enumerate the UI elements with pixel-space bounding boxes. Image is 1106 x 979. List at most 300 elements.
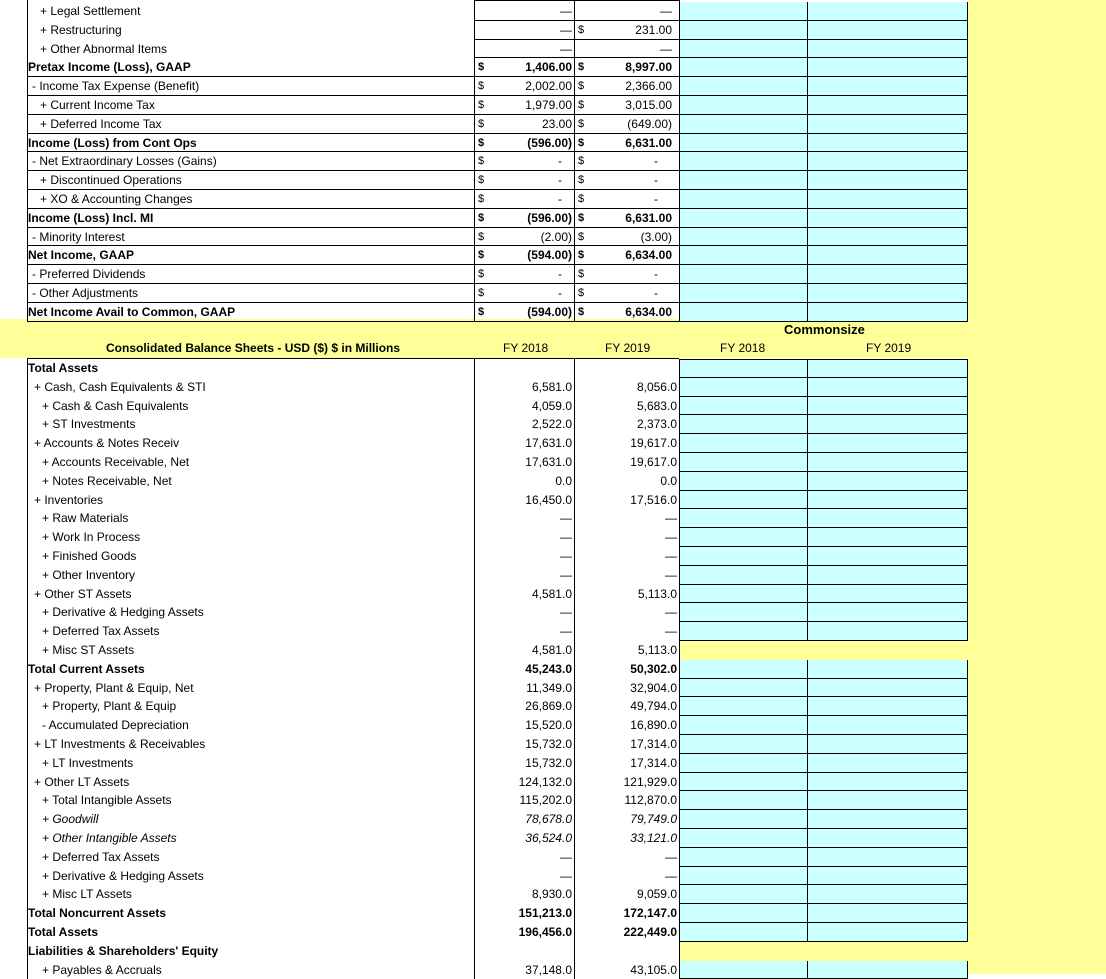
dollar-sign: $: [578, 23, 585, 36]
income-row-label: - Minority Interest: [32, 229, 125, 244]
balance-value-fy2018: 26,869.0: [525, 699, 572, 714]
commonsize-cell-fy2018[interactable]: [679, 923, 807, 942]
grid-line: [27, 245, 679, 246]
dollar-sign: $: [578, 230, 585, 243]
commonsize-cell-fy2019[interactable]: [807, 660, 968, 679]
balance-value-fy2018: 11,349.0: [526, 680, 572, 695]
commonsize-cell-fy2019[interactable]: [807, 679, 968, 698]
commonsize-cell-fy2019[interactable]: [807, 397, 968, 416]
income-value-fy2019: 8,997.00: [625, 60, 672, 75]
dollar-sign: $: [578, 136, 585, 149]
income-value-fy2018: —: [560, 4, 572, 18]
commonsize-cell-fy2019[interactable]: [807, 697, 968, 716]
commonsize-cell-fy2018[interactable]: [679, 359, 807, 378]
balance-value-fy2019: 172,147.0: [623, 906, 677, 921]
income-value-fy2019: -: [654, 286, 658, 300]
balance-row: [0, 622, 968, 641]
grid-line: [27, 133, 679, 134]
commonsize-cell-fy2019[interactable]: [807, 509, 968, 528]
commonsize-cell-fy2019[interactable]: [807, 923, 968, 942]
balance-row-label: + Other Intangible Assets: [42, 831, 177, 845]
balance-value-fy2019: 0.0: [660, 473, 677, 488]
balance-row-label: - Accumulated Depreciation: [42, 718, 189, 733]
commonsize-cell-fy2019[interactable]: [807, 622, 968, 641]
balance-row: [0, 961, 968, 979]
balance-row: [0, 810, 968, 829]
balance-value-fy2019: 5,683.0: [636, 398, 677, 413]
balance-value-fy2018: 17,631.0: [525, 436, 572, 451]
balance-value-fy2018: 151,213.0: [518, 906, 572, 921]
balance-row-label: + Misc ST Assets: [42, 643, 135, 657]
balance-value-fy2018: 4,581.0: [531, 586, 572, 601]
balance-value-fy2018: 0.0: [555, 473, 572, 488]
income-row-label: + Restructuring: [40, 22, 122, 37]
commonsize-cell-fy2018[interactable]: [679, 509, 807, 528]
balance-row-label: + Finished Goods: [42, 549, 137, 563]
balance-value-fy2018: [474, 359, 572, 378]
income-row-label: + Current Income Tax: [40, 98, 155, 112]
commonsize-cell-fy2018[interactable]: [679, 40, 807, 59]
commonsize-cell-fy2018[interactable]: [679, 810, 807, 829]
income-row: [0, 58, 968, 77]
grid-line: [27, 189, 679, 190]
balance-value-fy2018: 8,930.0: [531, 887, 572, 902]
balance-row-label: + Misc LT Assets: [42, 887, 132, 902]
commonsize-cell-fy2019[interactable]: [807, 228, 968, 247]
balance-value-fy2018: 115,202.0: [519, 793, 572, 808]
balance-value-fy2019: 16,890.0: [630, 718, 677, 733]
dollar-sign: $: [478, 305, 485, 318]
balance-value-fy2019: 9,059.0: [636, 887, 677, 902]
dollar-sign: $: [478, 287, 485, 299]
income-row-label: Income (Loss) Incl. MI: [28, 210, 154, 225]
commonsize-cell-fy2019[interactable]: [807, 791, 968, 810]
balance-row-label: + Total Intangible Assets: [42, 793, 172, 808]
commonsize-cell-fy2019[interactable]: [807, 265, 968, 284]
balance-row-label: + Other ST Assets: [34, 586, 132, 601]
commonsize-cell-fy2019[interactable]: [807, 209, 968, 228]
balance-value-fy2019: 17,314.0: [630, 737, 677, 751]
commonsize-cell-fy2018[interactable]: [679, 848, 807, 867]
income-value-fy2019: —: [660, 4, 672, 18]
commonsize-cell-fy2019[interactable]: [807, 491, 968, 510]
commonsize-column-header-fy2019: FY 2019: [866, 341, 912, 355]
dollar-sign: $: [478, 136, 485, 149]
balance-row-label: + Deferred Tax Assets: [42, 849, 160, 864]
balance-row: [0, 735, 968, 754]
commonsize-cell-fy2018[interactable]: [679, 885, 807, 904]
balance-row: [0, 359, 968, 378]
balance-row-label: + Raw Materials: [42, 511, 129, 526]
income-row: [0, 77, 968, 96]
commonsize-cell-fy2018[interactable]: [679, 697, 807, 716]
balance-row: [0, 829, 968, 848]
commonsize-cell-fy2018[interactable]: [679, 190, 807, 209]
income-row: [0, 96, 968, 115]
balance-value-fy2019: —: [665, 530, 677, 545]
income-value-fy2019: 6,634.00: [625, 248, 672, 263]
balance-row: [0, 415, 968, 434]
dollar-sign: $: [578, 193, 585, 205]
grid-line: [474, 57, 679, 58]
commonsize-cell-fy2019[interactable]: [807, 96, 968, 115]
balance-value-fy2019: —: [665, 868, 677, 883]
balance-row-label: Total Assets: [28, 361, 99, 375]
commonsize-cell-fy2018[interactable]: [679, 96, 807, 115]
income-value-fy2018: 2,002.00: [525, 79, 572, 94]
highlight-cell: [679, 641, 968, 660]
balance-row: [0, 566, 968, 585]
commonsize-cell-fy2019[interactable]: [807, 547, 968, 566]
grid-line: [679, 0, 680, 322]
commonsize-cell-fy2018[interactable]: [679, 679, 807, 698]
commonsize-cell-fy2019[interactable]: [807, 171, 968, 190]
balance-value-fy2019: —: [665, 849, 677, 864]
balance-value-fy2018: 15,732.0: [525, 737, 572, 751]
commonsize-cell-fy2019[interactable]: [807, 773, 968, 792]
commonsize-cell-fy2018[interactable]: [679, 585, 807, 604]
commonsize-cell-fy2019[interactable]: [807, 528, 968, 547]
income-value-fy2018: -: [558, 286, 562, 300]
grid-line: [474, 0, 475, 322]
commonsize-cell-fy2018[interactable]: [679, 547, 807, 566]
balance-row-label: + Payables & Accruals: [42, 962, 162, 977]
balance-value-fy2019: 17,516.0: [630, 492, 677, 507]
commonsize-cell-fy2019[interactable]: [807, 472, 968, 491]
commonsize-cell-fy2018[interactable]: [679, 378, 807, 397]
commonsize-cell-fy2018[interactable]: [679, 867, 807, 886]
income-value-fy2018: (594.00): [527, 304, 572, 319]
balance-row-label: + Derivative & Hedging Assets: [42, 605, 204, 620]
commonsize-cell-fy2018[interactable]: [679, 961, 807, 979]
income-value-fy2018: 23.00: [541, 116, 572, 131]
commonsize-cell-fy2018[interactable]: [679, 21, 807, 40]
balance-value-fy2018: 17,631.0: [525, 455, 572, 469]
income-value-fy2019: -: [654, 173, 658, 188]
balance-row: [0, 641, 968, 660]
grid-line: [574, 0, 575, 322]
commonsize-cell-fy2018[interactable]: [679, 603, 807, 622]
column-header-fy2019: FY 2019: [605, 341, 651, 355]
income-row: [0, 115, 968, 134]
grid-line: [27, 358, 679, 359]
commonsize-cell-fy2019[interactable]: [807, 21, 968, 40]
commonsize-cell-fy2018[interactable]: [679, 58, 807, 77]
dollar-sign: $: [578, 211, 585, 224]
income-row-label: + XO & Accounting Changes: [40, 192, 193, 206]
commonsize-cell-fy2019[interactable]: [807, 434, 968, 453]
income-value-fy2019: 6,634.00: [625, 304, 672, 319]
balance-row: [0, 660, 968, 679]
balance-row: [0, 773, 968, 792]
income-value-fy2018: -: [558, 267, 562, 282]
income-value-fy2019: -: [654, 192, 658, 206]
commonsize-cell-fy2019[interactable]: [807, 885, 968, 904]
commonsize-cell-fy2019[interactable]: [807, 754, 968, 773]
income-value-fy2019: (649.00): [627, 116, 672, 131]
balance-value-fy2019: 49,794.0: [630, 699, 677, 714]
commonsize-cell-fy2018[interactable]: [679, 209, 807, 228]
income-value-fy2018: -: [558, 173, 562, 188]
grid-line: [27, 95, 679, 96]
commonsize-cell-fy2019[interactable]: [807, 359, 968, 378]
balance-value-fy2019: 50,302.0: [630, 661, 677, 676]
commonsize-cell-fy2018[interactable]: [679, 472, 807, 491]
balance-value-fy2019: 79,749.0: [630, 812, 677, 827]
balance-value-fy2018: —: [560, 605, 572, 620]
balance-row: [0, 679, 968, 698]
balance-row-label: + LT Investments & Receivables: [34, 737, 206, 751]
income-row-label: Income (Loss) from Cont Ops: [28, 135, 197, 150]
balance-value-fy2018: 37,148.0: [525, 962, 572, 977]
dollar-sign: $: [478, 80, 485, 93]
income-row: [0, 284, 968, 303]
balance-value-fy2018: 2,522.0: [531, 417, 572, 432]
dollar-sign: $: [478, 230, 485, 243]
balance-row-label: + ST Investments: [42, 417, 136, 432]
income-row: [0, 246, 968, 265]
commonsize-cell-fy2019[interactable]: [807, 829, 968, 848]
grid-line: [679, 359, 680, 979]
balance-row: [0, 848, 968, 867]
dollar-sign: $: [478, 117, 485, 130]
income-row-label: Net Income Avail to Common, GAAP: [28, 304, 236, 319]
balance-value-fy2019: 33,121.0: [630, 831, 677, 845]
balance-row: [0, 509, 968, 528]
income-row: [0, 152, 968, 171]
commonsize-cell-fy2018[interactable]: [679, 491, 807, 510]
dollar-sign: $: [578, 268, 585, 281]
balance-value-fy2018: —: [560, 849, 572, 864]
commonsize-cell-fy2018[interactable]: [679, 622, 807, 641]
income-value-fy2018: —: [560, 22, 572, 37]
commonsize-cell-fy2019[interactable]: [807, 246, 968, 265]
balance-row: [0, 942, 968, 961]
commonsize-cell-fy2019[interactable]: [807, 961, 968, 979]
balance-value-fy2019: 121,929.0: [623, 774, 677, 789]
dollar-sign: $: [478, 174, 485, 187]
grid-line: [27, 302, 679, 303]
commonsize-cell-fy2019[interactable]: [807, 735, 968, 754]
balance-value-fy2018: 196,456.0: [518, 925, 572, 939]
balance-row: [0, 547, 968, 566]
balance-sheet-title: Consolidated Balance Sheets - USD ($) $ in Millions: [106, 341, 401, 355]
dollar-sign: $: [578, 305, 585, 318]
commonsize-cell-fy2019[interactable]: [807, 603, 968, 622]
commonsize-column-header-fy2018: FY 2018: [720, 341, 766, 355]
balance-value-fy2019: 5,113.0: [637, 643, 677, 657]
income-row-label: Pretax Income (Loss), GAAP: [28, 60, 191, 75]
income-row-label: + Legal Settlement: [40, 4, 141, 18]
balance-row-label: + Cash, Cash Equivalents & STI: [34, 379, 206, 394]
commonsize-cell-fy2018[interactable]: [679, 735, 807, 754]
dollar-sign: $: [478, 155, 485, 168]
commonsize-cell-fy2018[interactable]: [679, 829, 807, 848]
balance-value-fy2018: 78,678.0: [525, 812, 572, 827]
balance-row-label: Total Noncurrent Assets: [28, 906, 167, 921]
grid-line: [27, 151, 679, 152]
balance-row-label: + Goodwill: [42, 812, 99, 827]
grid-line: [474, 359, 475, 979]
income-row: [0, 171, 968, 190]
income-row: [0, 303, 968, 322]
commonsize-cell-fy2019[interactable]: [807, 58, 968, 77]
balance-value-fy2018: 15,520.0: [525, 718, 572, 733]
income-row: [0, 134, 968, 153]
income-value-fy2018: (596.00): [527, 210, 572, 225]
commonsize-cell-fy2018[interactable]: [679, 716, 807, 735]
commonsize-cell-fy2019[interactable]: [807, 134, 968, 153]
grid-line: [27, 170, 679, 171]
income-value-fy2019: (3.00): [640, 229, 672, 244]
commonsize-cell-fy2019[interactable]: [807, 2, 968, 21]
balance-row-label: Total Assets: [28, 925, 99, 939]
income-row-label: + Discontinued Operations: [40, 173, 182, 188]
commonsize-cell-fy2019[interactable]: [807, 810, 968, 829]
balance-value-fy2019: 32,904.0: [630, 680, 677, 695]
commonsize-cell-fy2018[interactable]: [679, 284, 807, 303]
grid-line: [474, 20, 679, 21]
commonsize-cell-fy2018[interactable]: [679, 415, 807, 434]
balance-row: [0, 453, 968, 472]
commonsize-cell-fy2019[interactable]: [807, 848, 968, 867]
commonsize-cell-fy2018[interactable]: [679, 2, 807, 21]
balance-value-fy2019: 5,113.0: [637, 586, 677, 601]
income-row-label: - Net Extraordinary Losses (Gains): [32, 154, 217, 169]
commonsize-cell-fy2018[interactable]: [679, 77, 807, 96]
commonsize-cell-fy2018[interactable]: [679, 773, 807, 792]
balance-value-fy2019: —: [665, 624, 677, 639]
commonsize-cell-fy2018[interactable]: [679, 453, 807, 472]
commonsize-cell-fy2018[interactable]: [679, 566, 807, 585]
balance-row: [0, 378, 968, 397]
dollar-sign: $: [478, 211, 485, 224]
commonsize-cell-fy2019[interactable]: [807, 415, 968, 434]
income-value-fy2018: -: [558, 154, 562, 169]
commonsize-cell-fy2018[interactable]: [679, 115, 807, 134]
balance-value-fy2019: 17,314.0: [630, 755, 677, 770]
commonsize-cell-fy2019[interactable]: [807, 904, 968, 923]
income-value-fy2019: -: [654, 267, 658, 282]
dollar-sign: $: [578, 249, 585, 262]
commonsize-cell-fy2019[interactable]: [807, 716, 968, 735]
grid-line: [27, 359, 28, 979]
income-row-label: + Other Abnormal Items: [40, 41, 168, 56]
dollar-sign: $: [478, 193, 485, 205]
balance-row: [0, 754, 968, 773]
commonsize-cell-fy2018[interactable]: [679, 134, 807, 153]
balance-row: [0, 867, 968, 886]
balance-row-label: + Derivative & Hedging Assets: [42, 868, 204, 883]
income-value-fy2019: 2,366.00: [625, 79, 672, 94]
commonsize-cell-fy2018[interactable]: [679, 904, 807, 923]
commonsize-cell-fy2018[interactable]: [679, 152, 807, 171]
income-row-label: - Other Adjustments: [32, 286, 139, 300]
balance-row-label: + Property, Plant & Equip, Net: [34, 680, 194, 695]
balance-value-fy2018: —: [560, 530, 572, 545]
income-row: [0, 265, 968, 284]
commonsize-cell-fy2019[interactable]: [807, 378, 968, 397]
commonsize-cell-fy2018[interactable]: [679, 397, 807, 416]
commonsize-cell-fy2018[interactable]: [679, 228, 807, 247]
balance-row: [0, 603, 968, 622]
commonsize-cell-fy2019[interactable]: [807, 867, 968, 886]
income-row: [0, 209, 968, 228]
grid-line: [474, 39, 679, 40]
dollar-sign: $: [578, 287, 585, 299]
commonsize-cell-fy2019[interactable]: [807, 284, 968, 303]
commonsize-cell-fy2019[interactable]: [807, 303, 968, 322]
income-row-label: - Preferred Dividends: [32, 267, 146, 282]
grid-line: [574, 359, 575, 979]
dollar-sign: $: [478, 99, 485, 111]
balance-value-fy2018: —: [560, 511, 572, 526]
dollar-sign: $: [578, 174, 585, 187]
highlight-cell: [679, 942, 968, 961]
balance-row: [0, 697, 968, 716]
commonsize-cell-fy2018[interactable]: [679, 265, 807, 284]
balance-row: [0, 791, 968, 810]
dollar-sign: $: [578, 117, 585, 130]
balance-row-label: + Cash & Cash Equivalents: [42, 398, 189, 413]
balance-row-label: + Work In Process: [42, 530, 141, 545]
income-value-fy2018: (596.00): [527, 135, 572, 150]
balance-row-label: Total Current Assets: [28, 661, 145, 676]
commonsize-cell-fy2018[interactable]: [679, 246, 807, 265]
balance-value-fy2018: 4,581.0: [531, 643, 572, 657]
commonsize-cell-fy2018[interactable]: [679, 171, 807, 190]
income-value-fy2018: —: [560, 41, 572, 56]
balance-value-fy2018: —: [560, 868, 572, 883]
commonsize-cell-fy2018[interactable]: [679, 528, 807, 547]
commonsize-cell-fy2019[interactable]: [807, 77, 968, 96]
balance-value-fy2018: 36,524.0: [525, 831, 572, 845]
income-value-fy2019: 6,631.00: [625, 210, 672, 225]
commonsize-cell-fy2018[interactable]: [679, 791, 807, 810]
balance-value-fy2019: 8,056.0: [636, 379, 677, 394]
balance-value-fy2019: 19,617.0: [630, 436, 677, 451]
commonsize-cell-fy2018[interactable]: [679, 434, 807, 453]
grid-line: [27, 264, 679, 265]
commonsize-cell-fy2019[interactable]: [807, 566, 968, 585]
commonsize-cell-fy2018[interactable]: [679, 754, 807, 773]
commonsize-cell-fy2018[interactable]: [679, 660, 807, 679]
commonsize-cell-fy2019[interactable]: [807, 190, 968, 209]
balance-row: [0, 528, 968, 547]
balance-value-fy2018: —: [560, 567, 572, 582]
commonsize-cell-fy2019[interactable]: [807, 453, 968, 472]
commonsize-cell-fy2019[interactable]: [807, 585, 968, 604]
balance-value-fy2018: 45,243.0: [525, 661, 572, 676]
commonsize-cell-fy2019[interactable]: [807, 40, 968, 59]
balance-value-fy2019: —: [665, 549, 677, 563]
balance-row: [0, 716, 968, 735]
grid-line: [27, 0, 28, 322]
commonsize-cell-fy2019[interactable]: [807, 152, 968, 171]
balance-row-label: + Deferred Tax Assets: [42, 624, 160, 639]
income-row-label: + Deferred Income Tax: [40, 116, 162, 131]
dollar-sign: $: [478, 268, 485, 281]
grid-line: [27, 208, 679, 209]
income-row: [0, 190, 968, 209]
balance-row-label: + Inventories: [34, 492, 104, 507]
dollar-sign: $: [478, 61, 485, 74]
balance-value-fy2019: 19,617.0: [630, 455, 677, 469]
balance-row: [0, 885, 968, 904]
commonsize-cell-fy2019[interactable]: [807, 115, 968, 134]
income-value-fy2019: 231.00: [635, 22, 672, 37]
commonsize-cell-fy2018[interactable]: [679, 303, 807, 322]
